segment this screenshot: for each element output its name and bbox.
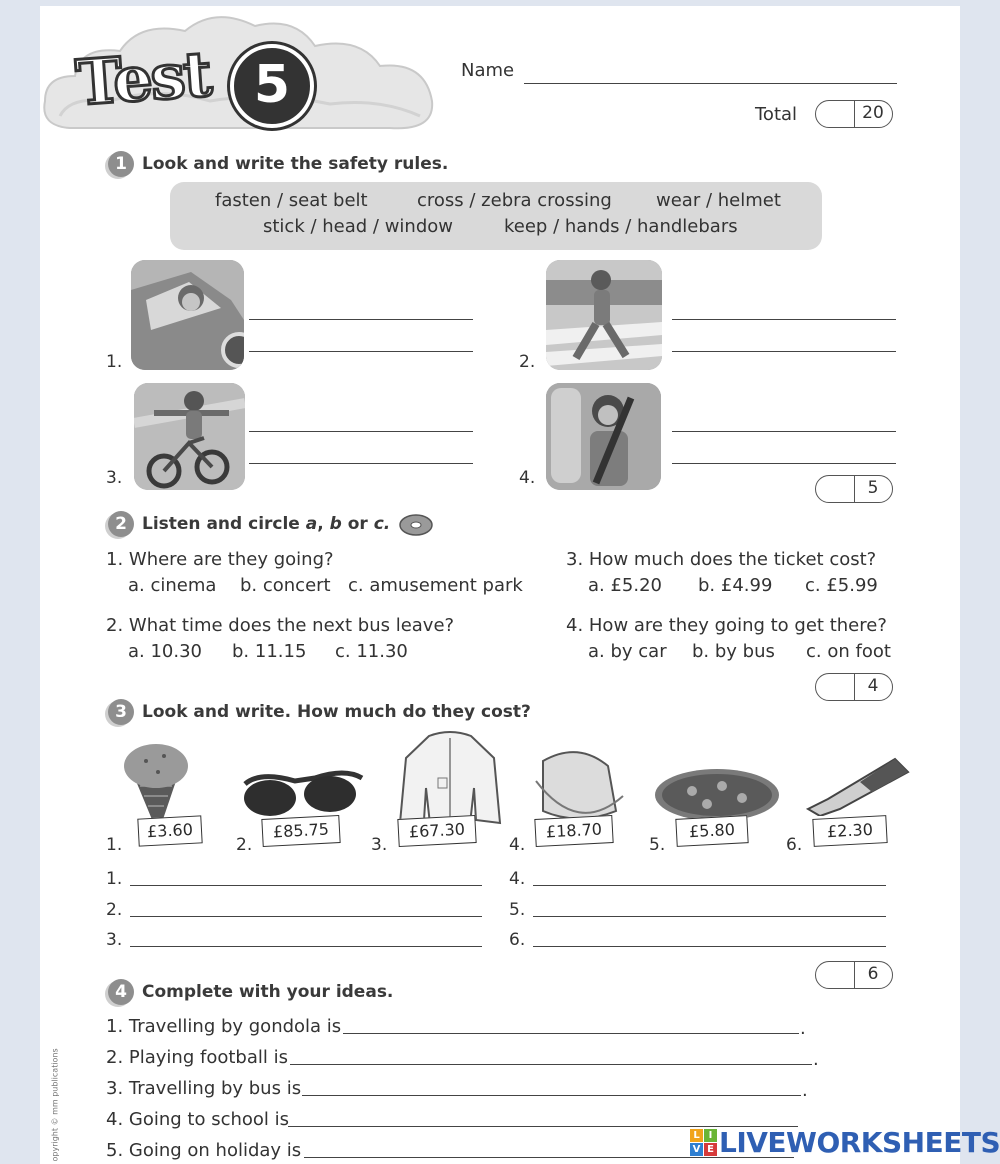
answer-line[interactable] [672, 463, 896, 464]
section3-score-box[interactable] [815, 961, 893, 989]
word-bank-item: stick / head / window [263, 216, 454, 237]
liveworksheets-text: LIVEWORKSHEETS [719, 1126, 1000, 1159]
prompt: 4. Going to school is [106, 1109, 290, 1130]
item-number: 2. [236, 835, 253, 855]
answer-number: 5. [509, 900, 526, 920]
prompt: 3. Travelling by bus is [106, 1078, 302, 1099]
q1-option-c[interactable]: c. amusement park [348, 575, 523, 596]
total-label: Total [755, 104, 798, 125]
item-number: 3. [106, 468, 123, 488]
section2-score: 4 [867, 676, 879, 696]
section1-heading [108, 151, 448, 177]
answer-line[interactable] [672, 351, 896, 352]
girl-on-bike-picture [134, 383, 245, 490]
item-number: 3. [371, 835, 388, 855]
item-number: 1. [106, 835, 123, 855]
item-number: 5. [649, 835, 666, 855]
section3-heading [108, 699, 531, 725]
price-tag: £67.30 [397, 815, 476, 847]
answer-line[interactable] [533, 885, 886, 886]
word-bank [170, 182, 822, 250]
name-field[interactable] [524, 83, 897, 84]
answer-number: 4. [509, 869, 526, 889]
section2-number: 2 [108, 511, 134, 537]
section3-score: 6 [867, 964, 879, 984]
item-number: 4. [519, 468, 536, 488]
answer-line[interactable] [343, 1033, 799, 1034]
answer-line[interactable] [302, 1095, 801, 1096]
answer-line[interactable] [672, 431, 896, 432]
prompt: 5. Going on holiday is [106, 1140, 302, 1161]
section1-number: 1 [108, 151, 134, 177]
answer-line[interactable] [130, 885, 482, 886]
q2-option-c[interactable]: c. 11.30 [335, 641, 408, 662]
test-title: Test [73, 37, 213, 120]
answer-number: 3. [106, 930, 123, 950]
q3-option-b[interactable]: b. £4.99 [698, 575, 773, 596]
total-points: 20 [862, 103, 884, 123]
question-3: 3. How much does the ticket cost? [566, 549, 877, 570]
section3-number: 3 [108, 699, 134, 725]
section2-score-box[interactable] [815, 673, 893, 701]
question-1: 1. Where are they going? [106, 549, 334, 570]
answer-line[interactable] [290, 1064, 812, 1065]
section2-title-or: or [347, 514, 368, 534]
pen-icon [800, 754, 912, 816]
answer-number: 2. [106, 900, 123, 920]
word-bank-item: fasten / seat belt [215, 190, 368, 211]
section4-number: 4 [108, 979, 134, 1005]
test-number-badge: 5 [230, 44, 314, 128]
section4-heading [108, 979, 393, 1005]
q3-option-a[interactable]: a. £5.20 [588, 575, 663, 596]
q4-option-b[interactable]: b. by bus [692, 641, 775, 662]
price-tag: £18.70 [534, 815, 613, 847]
section2-title-b: b [329, 514, 342, 534]
end-mark: . [813, 1049, 819, 1070]
section4-title: Complete with your ideas. [142, 982, 394, 1002]
question-4: 4. How are they going to get there? [566, 615, 887, 636]
item-number: 1. [106, 352, 123, 372]
answer-line[interactable] [672, 319, 896, 320]
section1-title: Look and write the safety rules. [142, 154, 449, 174]
boy-in-car-picture [131, 260, 244, 370]
item-number: 2. [519, 352, 536, 372]
section2-heading [108, 511, 434, 537]
end-mark: . [800, 1018, 806, 1039]
section1-score-box[interactable] [815, 475, 893, 503]
item-number: 6. [786, 835, 803, 855]
section2-title-a: a [305, 514, 318, 534]
prompt: 1. Travelling by gondola is [106, 1016, 342, 1037]
word-bank-item: wear / helmet [656, 190, 781, 211]
bag-icon [528, 741, 628, 826]
liveworksheets-watermark[interactable] [690, 1126, 1000, 1159]
answer-number: 1. [106, 869, 123, 889]
q4-option-c[interactable]: c. on foot [806, 641, 891, 662]
answer-line[interactable] [249, 463, 473, 464]
item-number: 4. [509, 835, 526, 855]
answer-line[interactable] [533, 916, 886, 917]
q1-option-b[interactable]: b. concert [240, 575, 331, 596]
worksheet-page [40, 6, 960, 1164]
total-score-box[interactable] [815, 100, 893, 128]
jacket-icon [394, 728, 506, 828]
price-tag: £3.60 [137, 815, 202, 846]
answer-line[interactable] [130, 916, 482, 917]
answer-number: 6. [509, 930, 526, 950]
name-label: Name [461, 60, 515, 81]
q1-option-a[interactable]: a. cinema [128, 575, 217, 596]
q3-option-c[interactable]: c. £5.99 [805, 575, 878, 596]
price-tag: £2.30 [812, 815, 887, 847]
copyright-note: opyright © mm publications [50, 1048, 60, 1162]
section3-title: Look and write. How much do they cost? [142, 702, 531, 722]
cd-audio-icon[interactable] [398, 511, 434, 537]
section1-score: 5 [867, 478, 879, 498]
prompt: 2. Playing football is [106, 1047, 288, 1068]
answer-line[interactable] [130, 946, 482, 947]
pizza-icon [652, 766, 782, 824]
word-bank-item: keep / hands / handlebars [504, 216, 738, 237]
section2-title: Listen and circle a, b or c. [142, 514, 391, 534]
q4-option-a[interactable]: a. by car [588, 641, 667, 662]
section2-title-prefix: Listen and circle [142, 514, 300, 534]
question-2: 2. What time does the next bus leave? [106, 615, 455, 636]
answer-line[interactable] [249, 431, 473, 432]
price-tag: £85.75 [261, 815, 340, 847]
q2-option-b[interactable]: b. 11.15 [232, 641, 307, 662]
section2-title-c: c. [373, 514, 391, 534]
answer-line[interactable] [249, 351, 473, 352]
word-bank-item: cross / zebra crossing [417, 190, 612, 211]
end-mark: . [802, 1080, 808, 1101]
girl-with-seatbelt-picture [546, 383, 661, 490]
price-tag: £5.80 [675, 815, 748, 847]
girl-crossing-road-picture [546, 260, 662, 370]
liveworksheets-logo: L I V E [690, 1129, 717, 1156]
answer-line[interactable] [533, 946, 886, 947]
answer-line[interactable] [249, 319, 473, 320]
q2-option-a[interactable]: a. 10.30 [128, 641, 203, 662]
